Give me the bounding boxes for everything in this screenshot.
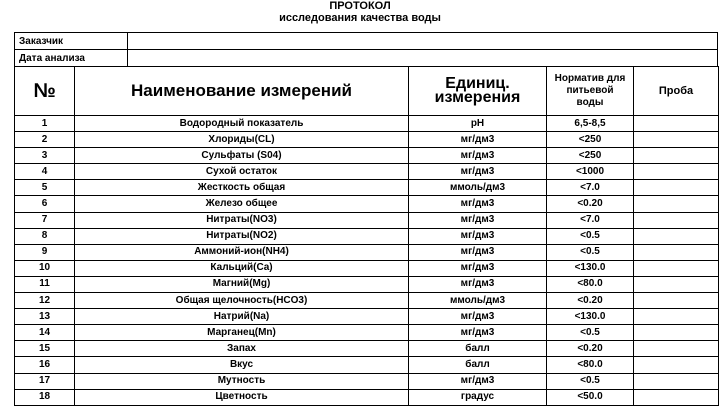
analysis-date-label: Дата анализа bbox=[15, 50, 128, 67]
table-row bbox=[15, 325, 719, 341]
norm-cell: <80.0 bbox=[547, 357, 634, 373]
document-header bbox=[0, 0, 720, 24]
table-row bbox=[15, 293, 719, 309]
norm-cell: <130.0 bbox=[547, 309, 634, 325]
probe-cell[interactable] bbox=[634, 148, 719, 164]
measurement-name-cell: Натрий(Na) bbox=[75, 309, 409, 325]
table-row bbox=[15, 196, 719, 212]
table-row bbox=[15, 389, 719, 405]
norm-cell: 6,5-8,5 bbox=[547, 116, 634, 132]
norm-cell: <250 bbox=[547, 148, 634, 164]
measurement-name-cell: Запах bbox=[75, 341, 409, 357]
document-title: ПРОТОКОЛ bbox=[329, 0, 391, 12]
measurement-name-cell: Хлориды(CL) bbox=[75, 132, 409, 148]
measurements-table bbox=[14, 66, 719, 406]
probe-cell[interactable] bbox=[634, 164, 719, 180]
column-header-unit-line2: измерения bbox=[434, 89, 521, 106]
row-number-cell: 1 bbox=[15, 116, 75, 132]
measurement-name-cell: Нитраты(NO3) bbox=[75, 212, 409, 228]
unit-cell: ммоль/дм3 bbox=[409, 180, 547, 196]
probe-cell[interactable] bbox=[634, 244, 719, 260]
row-number-cell: 15 bbox=[15, 341, 75, 357]
measurement-name-cell: Нитраты(NO2) bbox=[75, 228, 409, 244]
table-row bbox=[15, 228, 719, 244]
unit-cell: балл bbox=[409, 341, 547, 357]
probe-cell[interactable] bbox=[634, 341, 719, 357]
document-subtitle: исследования качества воды bbox=[279, 12, 441, 24]
probe-cell[interactable] bbox=[634, 373, 719, 389]
row-number-cell: 17 bbox=[15, 373, 75, 389]
column-header-norm-line2: питьевой bbox=[566, 85, 614, 96]
norm-cell: <130.0 bbox=[547, 260, 634, 276]
unit-cell: pH bbox=[409, 116, 547, 132]
customer-field[interactable] bbox=[128, 33, 718, 50]
row-number-cell: 7 bbox=[15, 212, 75, 228]
measurement-name-cell: Аммоний-ион(NH4) bbox=[75, 244, 409, 260]
probe-cell[interactable] bbox=[634, 196, 719, 212]
column-header-norm-line3: воды bbox=[576, 97, 604, 108]
row-number-cell: 6 bbox=[15, 196, 75, 212]
unit-cell: мг/дм3 bbox=[409, 325, 547, 341]
analysis-date-row bbox=[15, 50, 718, 67]
table-row bbox=[15, 132, 719, 148]
unit-cell: мг/дм3 bbox=[409, 309, 547, 325]
probe-cell[interactable] bbox=[634, 389, 719, 405]
row-number-cell: 11 bbox=[15, 276, 75, 292]
measurement-name-cell: Магний(Mg) bbox=[75, 276, 409, 292]
row-number-cell: 3 bbox=[15, 148, 75, 164]
unit-cell: мг/дм3 bbox=[409, 196, 547, 212]
table-header-row bbox=[15, 67, 719, 116]
row-number-cell: 2 bbox=[15, 132, 75, 148]
column-header-unit bbox=[409, 67, 547, 116]
unit-cell: ммоль/дм3 bbox=[409, 293, 547, 309]
measurement-name-cell: Железо общее bbox=[75, 196, 409, 212]
probe-cell[interactable] bbox=[634, 309, 719, 325]
column-header-number: № bbox=[15, 67, 75, 116]
measurement-name-cell: Марганец(Mn) bbox=[75, 325, 409, 341]
measurement-name-cell: Водородный показатель bbox=[75, 116, 409, 132]
table-row bbox=[15, 180, 719, 196]
probe-cell[interactable] bbox=[634, 132, 719, 148]
unit-cell: мг/дм3 bbox=[409, 228, 547, 244]
row-number-cell: 16 bbox=[15, 357, 75, 373]
norm-cell: <0.5 bbox=[547, 228, 634, 244]
row-number-cell: 8 bbox=[15, 228, 75, 244]
table-row bbox=[15, 373, 719, 389]
table-row bbox=[15, 309, 719, 325]
measurement-name-cell: Сульфаты (S04) bbox=[75, 148, 409, 164]
row-number-cell: 9 bbox=[15, 244, 75, 260]
measurement-name-cell: Цветность bbox=[75, 389, 409, 405]
table-row bbox=[15, 116, 719, 132]
norm-cell: <0.20 bbox=[547, 293, 634, 309]
norm-cell: <7.0 bbox=[547, 212, 634, 228]
table-row bbox=[15, 164, 719, 180]
norm-cell: <250 bbox=[547, 132, 634, 148]
probe-cell[interactable] bbox=[634, 180, 719, 196]
row-number-cell: 18 bbox=[15, 389, 75, 405]
norm-cell: <0.5 bbox=[547, 325, 634, 341]
customer-label: Заказчик bbox=[15, 33, 128, 50]
table-row bbox=[15, 260, 719, 276]
unit-cell: мг/дм3 bbox=[409, 132, 547, 148]
norm-cell: <80.0 bbox=[547, 276, 634, 292]
norm-cell: <0.5 bbox=[547, 373, 634, 389]
norm-cell: <0.5 bbox=[547, 244, 634, 260]
unit-cell: градус bbox=[409, 389, 547, 405]
unit-cell: мг/дм3 bbox=[409, 164, 547, 180]
unit-cell: мг/дм3 bbox=[409, 212, 547, 228]
unit-cell: мг/дм3 bbox=[409, 244, 547, 260]
measurement-name-cell: Общая щелочность(HCO3) bbox=[75, 293, 409, 309]
probe-cell[interactable] bbox=[634, 325, 719, 341]
norm-cell: <0.20 bbox=[547, 341, 634, 357]
norm-cell: <7.0 bbox=[547, 180, 634, 196]
probe-cell[interactable] bbox=[634, 212, 719, 228]
norm-cell: <1000 bbox=[547, 164, 634, 180]
table-row bbox=[15, 357, 719, 373]
probe-cell[interactable] bbox=[634, 276, 719, 292]
measurement-name-cell: Кальций(Ca) bbox=[75, 260, 409, 276]
probe-cell[interactable] bbox=[634, 228, 719, 244]
analysis-date-field[interactable] bbox=[128, 50, 718, 67]
measurement-name-cell: Жесткость общая bbox=[75, 180, 409, 196]
row-number-cell: 10 bbox=[15, 260, 75, 276]
row-number-cell: 4 bbox=[15, 164, 75, 180]
norm-cell: <50.0 bbox=[547, 389, 634, 405]
column-header-name: Наименование измерений bbox=[75, 67, 409, 116]
column-header-norm bbox=[547, 67, 634, 116]
unit-cell: мг/дм3 bbox=[409, 260, 547, 276]
row-number-cell: 5 bbox=[15, 180, 75, 196]
table-body bbox=[15, 116, 719, 406]
norm-cell: <0.20 bbox=[547, 196, 634, 212]
customer-row bbox=[15, 33, 718, 50]
table-row bbox=[15, 341, 719, 357]
unit-cell: балл bbox=[409, 357, 547, 373]
probe-cell[interactable] bbox=[634, 116, 719, 132]
row-number-cell: 12 bbox=[15, 293, 75, 309]
table-row bbox=[15, 212, 719, 228]
measurement-name-cell: Сухой остаток bbox=[75, 164, 409, 180]
table-row bbox=[15, 244, 719, 260]
measurement-name-cell: Мутность bbox=[75, 373, 409, 389]
probe-cell[interactable] bbox=[634, 293, 719, 309]
probe-cell[interactable] bbox=[634, 260, 719, 276]
row-number-cell: 13 bbox=[15, 309, 75, 325]
row-number-cell: 14 bbox=[15, 325, 75, 341]
meta-table bbox=[14, 32, 718, 67]
probe-cell[interactable] bbox=[634, 357, 719, 373]
column-header-unit-line1: Единиц. bbox=[445, 75, 510, 92]
column-header-probe: Проба bbox=[634, 67, 719, 116]
unit-cell: мг/дм3 bbox=[409, 276, 547, 292]
unit-cell: мг/дм3 bbox=[409, 373, 547, 389]
measurement-name-cell: Вкус bbox=[75, 357, 409, 373]
table-row bbox=[15, 276, 719, 292]
column-header-norm-line1: Норматив для bbox=[554, 73, 626, 84]
unit-cell: мг/дм3 bbox=[409, 148, 547, 164]
table-row bbox=[15, 148, 719, 164]
